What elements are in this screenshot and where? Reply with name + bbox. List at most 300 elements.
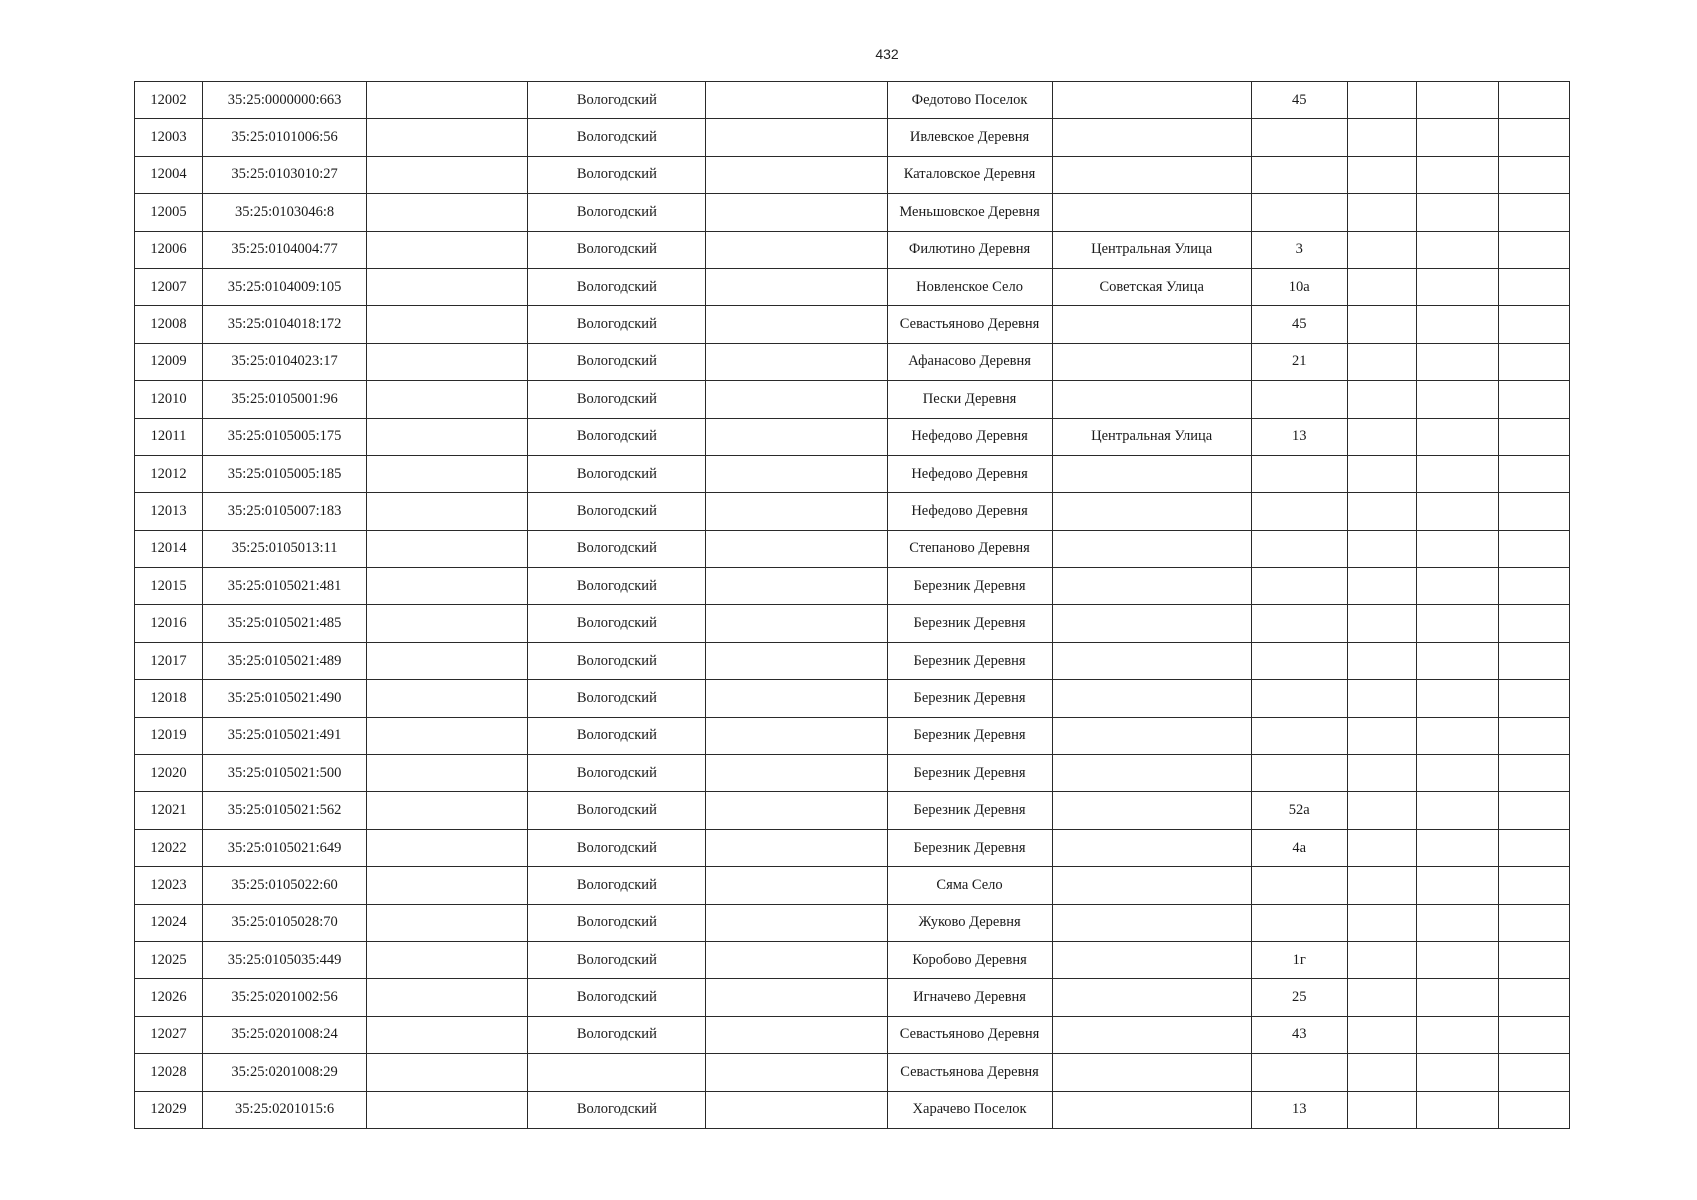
blank-column-10-cell [1416,418,1498,455]
house-number-cell: 52а [1251,792,1347,829]
settlement-cell: Севастьяново Деревня [887,306,1052,343]
cadastral-number-cell: 35:25:0105028:70 [203,904,367,941]
cadastral-number-cell: 35:25:0105021:481 [203,568,367,605]
table-row [135,717,1570,754]
blank-column-9-cell [1347,979,1416,1016]
blank-column-5-cell [706,455,887,492]
district-cell: Вологодский [528,493,706,530]
street-cell [1052,306,1251,343]
blank-column-3-cell [367,530,528,567]
house-number-cell [1251,1054,1347,1091]
blank-column-3-cell [367,642,528,679]
blank-column-9-cell [1347,268,1416,305]
row-number-cell: 12018 [135,680,203,717]
settlement-cell: Березник Деревня [887,717,1052,754]
table-row [135,530,1570,567]
district-cell: Вологодский [528,381,706,418]
settlement-cell: Березник Деревня [887,680,1052,717]
street-cell [1052,605,1251,642]
blank-column-9-cell [1347,867,1416,904]
blank-column-9-cell [1347,493,1416,530]
street-cell [1052,904,1251,941]
table-row [135,904,1570,941]
blank-column-3-cell [367,156,528,193]
district-cell: Вологодский [528,418,706,455]
row-number-cell: 12029 [135,1091,203,1128]
cadastral-number-cell: 35:25:0105005:185 [203,455,367,492]
blank-column-5-cell [706,979,887,1016]
table-row [135,568,1570,605]
settlement-cell: Ивлевское Деревня [887,119,1052,156]
row-number-cell: 12003 [135,119,203,156]
table-row [135,755,1570,792]
blank-column-10-cell [1416,493,1498,530]
street-cell [1052,979,1251,1016]
district-cell: Вологодский [528,867,706,904]
settlement-cell: Нефедово Деревня [887,418,1052,455]
blank-column-9-cell [1347,82,1416,119]
blank-column-10-cell [1416,1016,1498,1053]
blank-column-11-cell [1498,156,1569,193]
row-number-cell: 12022 [135,829,203,866]
street-cell [1052,82,1251,119]
district-cell: Вологодский [528,792,706,829]
blank-column-9-cell [1347,680,1416,717]
district-cell: Вологодский [528,268,706,305]
cadastral-number-cell: 35:25:0105021:489 [203,642,367,679]
cadastral-number-cell: 35:25:0105021:649 [203,829,367,866]
street-cell [1052,455,1251,492]
house-number-cell [1251,755,1347,792]
district-cell: Вологодский [528,904,706,941]
row-number-cell: 12011 [135,418,203,455]
settlement-cell: Афанасово Деревня [887,343,1052,380]
district-cell: Вологодский [528,979,706,1016]
street-cell: Советская Улица [1052,268,1251,305]
house-number-cell [1251,119,1347,156]
table-row [135,1054,1570,1091]
street-cell [1052,680,1251,717]
blank-column-11-cell [1498,941,1569,978]
district-cell: Вологодский [528,231,706,268]
table-row [135,829,1570,866]
table-row [135,268,1570,305]
settlement-cell: Севастьяново Деревня [887,1016,1052,1053]
house-number-cell: 25 [1251,979,1347,1016]
blank-column-3-cell [367,605,528,642]
blank-column-3-cell [367,493,528,530]
row-number-cell: 12005 [135,194,203,231]
district-cell: Вологодский [528,455,706,492]
settlement-cell: Меньшовское Деревня [887,194,1052,231]
row-number-cell: 12008 [135,306,203,343]
house-number-cell: 43 [1251,1016,1347,1053]
street-cell [1052,717,1251,754]
blank-column-9-cell [1347,530,1416,567]
row-number-cell: 12026 [135,979,203,1016]
row-number-cell: 12020 [135,755,203,792]
table-row [135,119,1570,156]
street-cell [1052,530,1251,567]
row-number-cell: 12027 [135,1016,203,1053]
page-number: 432 [875,46,899,62]
cadastral-number-cell: 35:25:0201002:56 [203,979,367,1016]
cadastral-number-cell: 35:25:0103010:27 [203,156,367,193]
table-row [135,493,1570,530]
blank-column-5-cell [706,530,887,567]
blank-column-3-cell [367,829,528,866]
street-cell [1052,829,1251,866]
blank-column-11-cell [1498,493,1569,530]
district-cell: Вологодский [528,1091,706,1128]
blank-column-10-cell [1416,1091,1498,1128]
district-cell: Вологодский [528,680,706,717]
table-row [135,82,1570,119]
blank-column-11-cell [1498,119,1569,156]
blank-column-5-cell [706,268,887,305]
blank-column-10-cell [1416,119,1498,156]
settlement-cell: Игначево Деревня [887,979,1052,1016]
table-row [135,455,1570,492]
blank-column-11-cell [1498,605,1569,642]
blank-column-11-cell [1498,1016,1569,1053]
settlement-cell: Филютино Деревня [887,231,1052,268]
blank-column-11-cell [1498,755,1569,792]
street-cell [1052,792,1251,829]
blank-column-10-cell [1416,82,1498,119]
blank-column-11-cell [1498,381,1569,418]
cadastral-number-cell: 35:25:0104018:172 [203,306,367,343]
row-number-cell: 12019 [135,717,203,754]
house-number-cell: 21 [1251,343,1347,380]
cadastral-number-cell: 35:25:0103046:8 [203,194,367,231]
blank-column-3-cell [367,119,528,156]
table-row [135,1091,1570,1128]
blank-column-3-cell [367,755,528,792]
blank-column-11-cell [1498,306,1569,343]
blank-column-9-cell [1347,717,1416,754]
district-cell: Вологодский [528,194,706,231]
settlement-cell: Федотово Поселок [887,82,1052,119]
house-number-cell [1251,493,1347,530]
blank-column-10-cell [1416,605,1498,642]
blank-column-10-cell [1416,306,1498,343]
table-row [135,306,1570,343]
settlement-cell: Березник Деревня [887,568,1052,605]
blank-column-3-cell [367,717,528,754]
blank-column-5-cell [706,680,887,717]
blank-column-5-cell [706,717,887,754]
row-number-cell: 12010 [135,381,203,418]
district-cell: Вологодский [528,1016,706,1053]
house-number-cell: 45 [1251,82,1347,119]
blank-column-11-cell [1498,82,1569,119]
row-number-cell: 12028 [135,1054,203,1091]
row-number-cell: 12007 [135,268,203,305]
house-number-cell: 10а [1251,268,1347,305]
cadastral-number-cell: 35:25:0105021:562 [203,792,367,829]
blank-column-5-cell [706,119,887,156]
row-number-cell: 12023 [135,867,203,904]
district-cell: Вологодский [528,642,706,679]
cadastral-number-cell: 35:25:0105035:449 [203,941,367,978]
blank-column-11-cell [1498,717,1569,754]
row-number-cell: 12025 [135,941,203,978]
blank-column-3-cell [367,1016,528,1053]
cadastral-number-cell: 35:25:0105021:500 [203,755,367,792]
blank-column-9-cell [1347,455,1416,492]
blank-column-11-cell [1498,792,1569,829]
row-number-cell: 12024 [135,904,203,941]
blank-column-9-cell [1347,904,1416,941]
table-row [135,941,1570,978]
table-row [135,680,1570,717]
street-cell: Центральная Улица [1052,418,1251,455]
blank-column-10-cell [1416,829,1498,866]
cadastral-number-cell: 35:25:0105005:175 [203,418,367,455]
blank-column-5-cell [706,231,887,268]
house-number-cell: 13 [1251,1091,1347,1128]
blank-column-9-cell [1347,792,1416,829]
cadastral-number-cell: 35:25:0201008:24 [203,1016,367,1053]
cadastral-number-cell: 35:25:0104009:105 [203,268,367,305]
house-number-cell: 1г [1251,941,1347,978]
district-cell [528,1054,706,1091]
blank-column-10-cell [1416,381,1498,418]
district-cell: Вологодский [528,717,706,754]
blank-column-3-cell [367,455,528,492]
street-cell [1052,642,1251,679]
district-cell: Вологодский [528,306,706,343]
row-number-cell: 12013 [135,493,203,530]
blank-column-11-cell [1498,530,1569,567]
house-number-cell [1251,455,1347,492]
blank-column-10-cell [1416,755,1498,792]
blank-column-10-cell [1416,231,1498,268]
blank-column-3-cell [367,343,528,380]
district-cell: Вологодский [528,343,706,380]
cadastral-number-cell: 35:25:0105021:490 [203,680,367,717]
district-cell: Вологодский [528,530,706,567]
row-number-cell: 12002 [135,82,203,119]
cadastral-number-cell: 35:25:0105022:60 [203,867,367,904]
street-cell [1052,1091,1251,1128]
blank-column-3-cell [367,306,528,343]
house-number-cell [1251,530,1347,567]
blank-column-9-cell [1347,642,1416,679]
street-cell [1052,381,1251,418]
blank-column-3-cell [367,979,528,1016]
blank-column-9-cell [1347,1091,1416,1128]
settlement-cell: Нефедово Деревня [887,455,1052,492]
blank-column-5-cell [706,82,887,119]
blank-column-11-cell [1498,829,1569,866]
house-number-cell [1251,642,1347,679]
street-cell [1052,755,1251,792]
district-cell: Вологодский [528,605,706,642]
district-cell: Вологодский [528,82,706,119]
table-row [135,231,1570,268]
settlement-cell: Березник Деревня [887,829,1052,866]
settlement-cell: Нефедово Деревня [887,493,1052,530]
blank-column-10-cell [1416,941,1498,978]
table-row [135,979,1570,1016]
blank-column-5-cell [706,156,887,193]
blank-column-9-cell [1347,418,1416,455]
blank-column-3-cell [367,194,528,231]
table-row [135,381,1570,418]
street-cell [1052,493,1251,530]
blank-column-3-cell [367,268,528,305]
blank-column-5-cell [706,493,887,530]
blank-column-5-cell [706,568,887,605]
street-cell [1052,119,1251,156]
blank-column-5-cell [706,941,887,978]
cadastral-number-cell: 35:25:0201008:29 [203,1054,367,1091]
blank-column-9-cell [1347,568,1416,605]
blank-column-10-cell [1416,792,1498,829]
cadastral-number-cell: 35:25:0105021:485 [203,605,367,642]
house-number-cell [1251,568,1347,605]
blank-column-11-cell [1498,1054,1569,1091]
blank-column-5-cell [706,605,887,642]
blank-column-10-cell [1416,979,1498,1016]
blank-column-3-cell [367,867,528,904]
blank-column-3-cell [367,1054,528,1091]
blank-column-3-cell [367,568,528,605]
table-row [135,343,1570,380]
blank-column-9-cell [1347,306,1416,343]
district-cell: Вологодский [528,755,706,792]
settlement-cell: Степаново Деревня [887,530,1052,567]
table-row [135,1016,1570,1053]
blank-column-9-cell [1347,343,1416,380]
settlement-cell: Харачево Поселок [887,1091,1052,1128]
district-cell: Вологодский [528,156,706,193]
settlement-cell: Сяма Село [887,867,1052,904]
table-row [135,642,1570,679]
blank-column-3-cell [367,418,528,455]
settlement-cell: Березник Деревня [887,755,1052,792]
house-number-cell: 13 [1251,418,1347,455]
house-number-cell: 45 [1251,306,1347,343]
blank-column-10-cell [1416,455,1498,492]
street-cell [1052,194,1251,231]
table-row [135,194,1570,231]
blank-column-5-cell [706,792,887,829]
district-cell: Вологодский [528,568,706,605]
cadastral-number-cell: 35:25:0105013:11 [203,530,367,567]
blank-column-10-cell [1416,343,1498,380]
cadastral-number-cell: 35:25:0105001:96 [203,381,367,418]
blank-column-11-cell [1498,867,1569,904]
row-number-cell: 12014 [135,530,203,567]
blank-column-10-cell [1416,530,1498,567]
row-number-cell: 12009 [135,343,203,380]
blank-column-10-cell [1416,156,1498,193]
blank-column-11-cell [1498,418,1569,455]
blank-column-9-cell [1347,829,1416,866]
blank-column-10-cell [1416,642,1498,679]
settlement-cell: Каталовское Деревня [887,156,1052,193]
settlement-cell: Жуково Деревня [887,904,1052,941]
blank-column-9-cell [1347,156,1416,193]
house-number-cell [1251,867,1347,904]
blank-column-11-cell [1498,568,1569,605]
cadastral-number-cell: 35:25:0000000:663 [203,82,367,119]
blank-column-9-cell [1347,231,1416,268]
blank-column-5-cell [706,904,887,941]
blank-column-10-cell [1416,568,1498,605]
blank-column-9-cell [1347,605,1416,642]
cadastral-number-cell: 35:25:0201015:6 [203,1091,367,1128]
house-number-cell: 3 [1251,231,1347,268]
street-cell: Центральная Улица [1052,231,1251,268]
blank-column-3-cell [367,904,528,941]
table-row [135,867,1570,904]
blank-column-5-cell [706,1091,887,1128]
blank-column-9-cell [1347,119,1416,156]
blank-column-11-cell [1498,231,1569,268]
blank-column-10-cell [1416,680,1498,717]
cadastral-number-cell: 35:25:0104023:17 [203,343,367,380]
street-cell [1052,941,1251,978]
settlement-cell: Березник Деревня [887,792,1052,829]
table-row [135,792,1570,829]
street-cell [1052,156,1251,193]
house-number-cell [1251,381,1347,418]
blank-column-9-cell [1347,755,1416,792]
row-number-cell: 12016 [135,605,203,642]
district-cell: Вологодский [528,119,706,156]
row-number-cell: 12017 [135,642,203,679]
blank-column-5-cell [706,194,887,231]
blank-column-11-cell [1498,904,1569,941]
house-number-cell: 4а [1251,829,1347,866]
blank-column-5-cell [706,306,887,343]
street-cell [1052,568,1251,605]
house-number-cell [1251,904,1347,941]
row-number-cell: 12006 [135,231,203,268]
district-cell: Вологодский [528,941,706,978]
blank-column-3-cell [367,231,528,268]
blank-column-10-cell [1416,268,1498,305]
table-row [135,156,1570,193]
cadastral-number-cell: 35:25:0104004:77 [203,231,367,268]
blank-column-11-cell [1498,680,1569,717]
street-cell [1052,343,1251,380]
blank-column-10-cell [1416,1054,1498,1091]
cadastral-number-cell: 35:25:0105021:491 [203,717,367,754]
blank-column-11-cell [1498,642,1569,679]
blank-column-5-cell [706,1054,887,1091]
blank-column-9-cell [1347,194,1416,231]
blank-column-3-cell [367,941,528,978]
blank-column-5-cell [706,418,887,455]
street-cell [1052,1016,1251,1053]
blank-column-5-cell [706,829,887,866]
settlement-cell: Новленское Село [887,268,1052,305]
blank-column-5-cell [706,381,887,418]
row-number-cell: 12012 [135,455,203,492]
blank-column-10-cell [1416,194,1498,231]
house-number-cell [1251,194,1347,231]
registry-table-body [135,82,1570,1129]
table-row [135,605,1570,642]
row-number-cell: 12004 [135,156,203,193]
district-cell: Вологодский [528,829,706,866]
house-number-cell [1251,680,1347,717]
